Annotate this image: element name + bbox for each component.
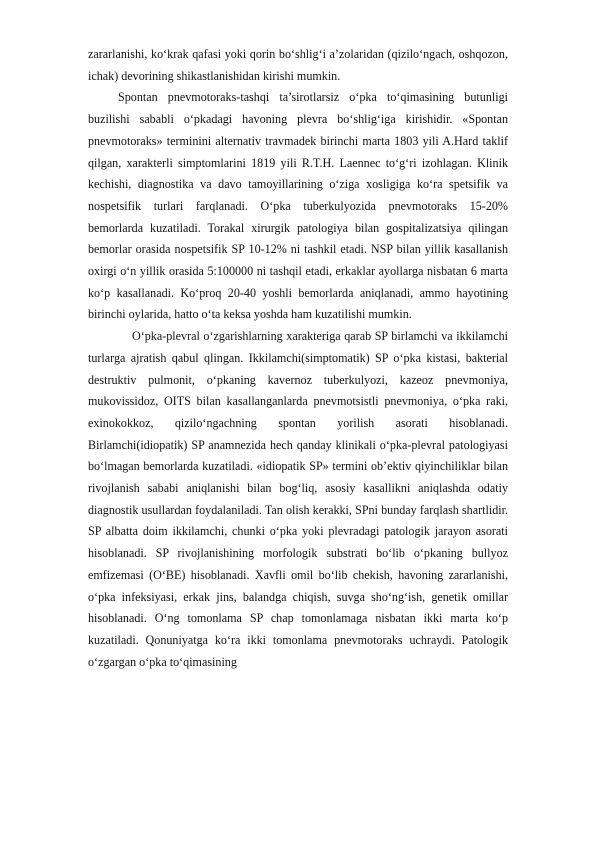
paragraph-spontaneous-pneumothorax: Spontan pnevmotoraks-tashqi ta’sirotlarsiz o‘pka to‘qimasining butunligi buzilishi sababli o‘pkadagi havoning plevra bo‘shlig‘iga kirishidir. «Spontan pnevmotoraks» terminini alternativ travmadek birinchi marta 1803 yili A.Hard taklif qilgan, xarakterli simptomlarini 1819 yili R.T.H. Laennec to‘g‘ri izohlagan. Klinik kechishi, diagnostika va davo tamoyillarining o‘ziga xosligiga ko‘ra spetsifik va nospetsifik turlari farqlanadi. O‘pka tuberkulyozida pnevmotoraks 15-20% bemorlarda kuzatiladi. Torakal xirurgik patologiya bilan gospitalizatsiya qilingan bemorlar orasida nospetsifik SP 10-12% ni tashkil etadi. NSP bilan yillik kasallanish oxirgi o‘n yillik orasida 5:100000 ni tashqil etadi, erkaklar ayollarga nisbatan 6 marta ko‘p kasallanadi. Ko‘proq 20-40 yoshli bemorlarda aniqlanadi, ammo hayotining birinchi oylarida, hatto o‘ta keksa yoshda ham kuzatilishi mumkin. — [88, 90, 508, 322]
paragraph-classification: O‘pka-plevral o‘zgarishlarning xarakteriga qarab SP birlamchi va ikkilamchi turlarga ajratish qabul qlingan. Ikkilamchi(simptomatik) SP o‘pka kistasi, bakterial destruktiv pulmonit, o‘pkaning kavernoz tuberkulyozi, kazeoz pnevmoniya, mukovissidoz, OITS bilan kasallanganlarda pnevmotsistli pnevmoniya, o‘pka raki, exinokokkoz, qizilo‘ngachning spontan yorilish asorati hisoblanadi. Birlamchi(idiopatik) SP anamnezida hech qanday klinikali o‘pka-plevral patologiyasi bo‘lmagan bemorlarda kuzatiladi. «idiopatik SP» termini ob’ektiv qiyinchiliklar bilan rivojlanish sababi aniqlanishi bilan bog‘liq, asosiy kasallikni aniqlashda odatiy diagnostik usullardan foydalaniladi. Tan olish kerakki, SPni bunday farqlash shartlidir. SP albatta doim ikkilamchi, chunki o‘pka yoki plevradagi patologik jarayon asorati hisoblanadi. SP rivojlanishining morfologik substrati bo‘lib o‘pkaning bullyoz emfizemasi (O‘BE) hisoblanadi. Xavfli omil bo‘lib chekish, havoning zararlanishi, o‘pka infeksiyasi, erkak jins, balandga chiqish, suvga sho‘ng‘ish, genetik omillar hisoblanadi. O‘ng tomonlama SP chap tomonlamaga nisbatan ikki marta ko‘p kuzatiladi. Qonuniyatga ko‘ra ikki tomonlama pnevmotoraks uchraydi. Patologik o‘zgargan o‘pka to‘qimasining — [88, 329, 508, 669]
paragraph-continuation: zararlanishi, ko‘krak qafasi yoki qorin bo‘shlig‘i a’zolaridan (qizilo‘ngach, oshqozon, ichak) devorining shikastlanishidan kirishi mumkin. — [88, 47, 508, 83]
body-text — [88, 44, 508, 673]
